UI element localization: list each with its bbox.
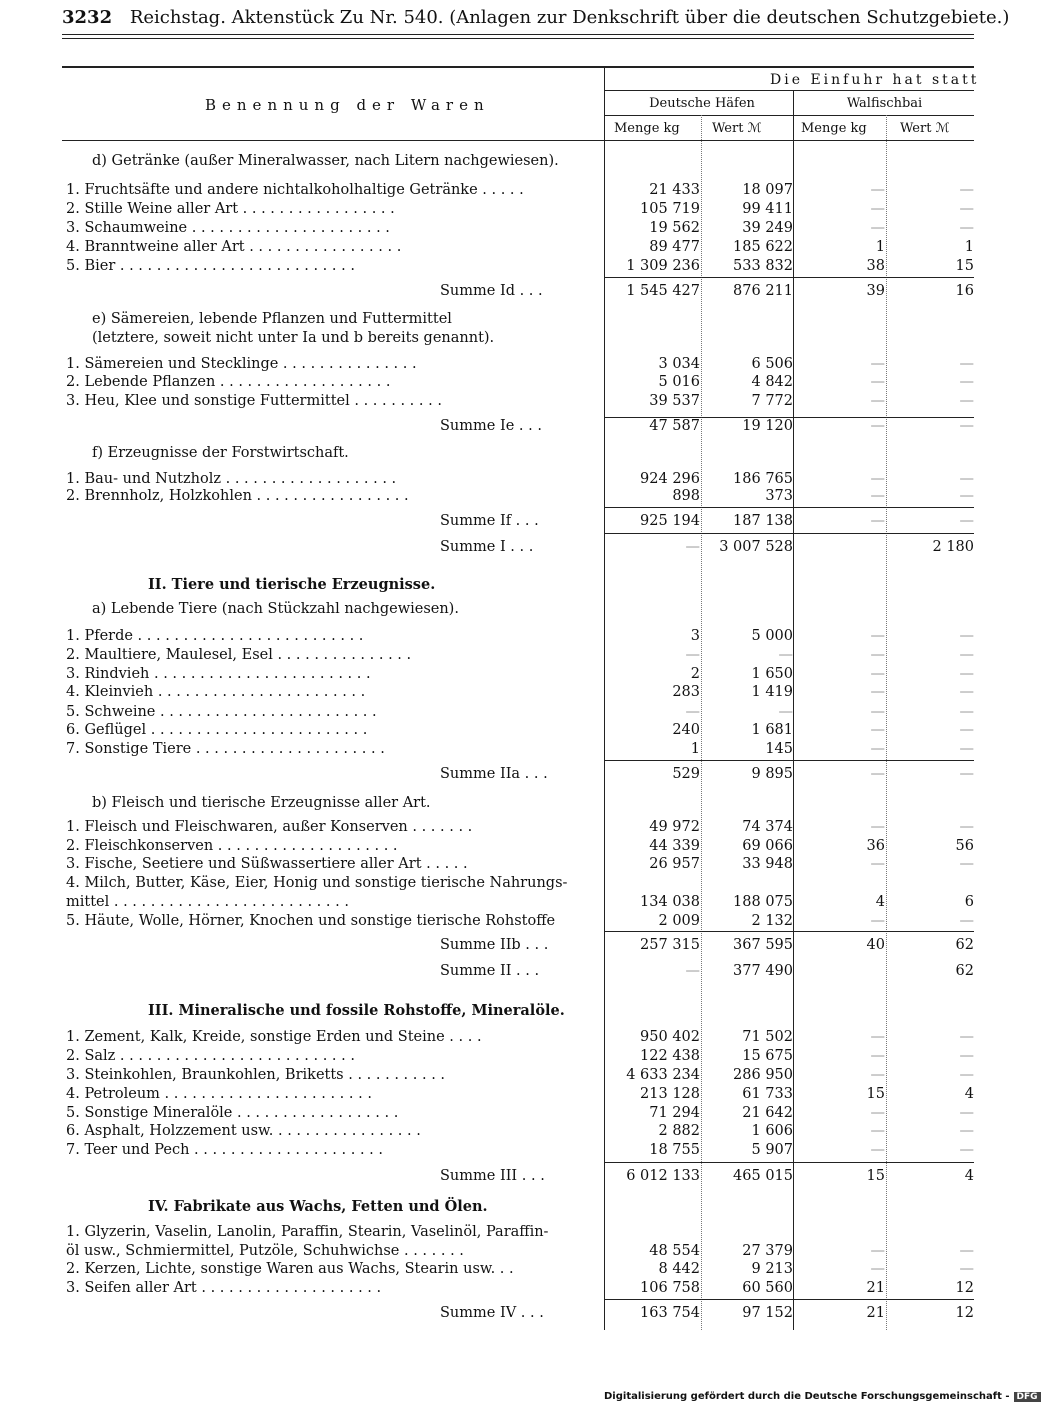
row-label: 1. Glyzerin, Vaselin, Lanolin, Paraffin, Stearin, Vaselinöl, Paraffin- <box>66 1224 549 1240</box>
summary-label: Summe IV . . . <box>440 1305 544 1321</box>
row-label: 2. Salz . . . . . . . . . . . . . . . . . . . . . . . . . . <box>66 1048 355 1064</box>
menge-deutsche-haefen-cell: 1 545 427 <box>626 283 700 299</box>
row-label: 4. Petroleum . . . . . . . . . . . . . . . . . . . . . . . <box>66 1086 372 1102</box>
menge-deutsche-haefen-cell: 213 128 <box>640 1086 700 1102</box>
table-row <box>0 1279 1000 1297</box>
section-heading: b) Fleisch und tierische Erzeugnisse aller Art. <box>92 795 431 811</box>
sum-rule <box>604 417 974 418</box>
wert-walfischbai-cell: — <box>959 1123 974 1139</box>
menge-walfischbai-cell: — <box>870 201 885 217</box>
menge-walfischbai-cell: 15 <box>866 1086 885 1102</box>
page-header <box>62 7 1010 28</box>
row-label: 3. Seifen aller Art . . . . . . . . . . . . . . . . . . . . <box>66 1280 382 1296</box>
menge-walfischbai-cell: — <box>870 856 885 872</box>
table-row <box>0 837 1000 855</box>
table-row <box>0 487 1000 505</box>
menge-walfischbai-cell: — <box>870 471 885 487</box>
dfg-logo: DFG <box>1014 1392 1041 1402</box>
wert-deutsche-haefen-cell: 18 097 <box>742 182 793 198</box>
wert-deutsche-haefen-cell: 5 907 <box>751 1142 793 1158</box>
table-row <box>0 200 1000 218</box>
menge-header-2: Menge kg <box>801 121 867 136</box>
wert-walfischbai-cell: — <box>959 1261 974 1277</box>
wert-deutsche-haefen-cell: 185 622 <box>733 239 793 255</box>
deutsche-haefen-header: Deutsche Häfen <box>649 96 755 111</box>
wert-walfischbai-cell: 56 <box>955 838 974 854</box>
wert-header-2: Wert ℳ <box>900 121 950 136</box>
wert-deutsche-haefen-cell: 5 000 <box>751 628 793 644</box>
wert-walfischbai-cell: — <box>959 488 974 504</box>
menge-deutsche-haefen-cell: 21 433 <box>649 182 700 198</box>
row-label: 3. Fische, Seetiere und Süßwassertiere aller Art . . . . . <box>66 856 468 872</box>
row-label: 2. Fleischkonserven . . . . . . . . . . . . . . . . . . . . <box>66 838 398 854</box>
import-group-header: Die Einfuhr hat statt <box>770 72 980 88</box>
row-label: 2. Stille Weine aller Art . . . . . . . . . . . . . . . . . <box>66 201 395 217</box>
row-label: 3. Steinkohlen, Braunkohlen, Briketts . . . . . . . . . . . <box>66 1067 446 1083</box>
wert-walfischbai-cell: 4 <box>964 1086 974 1102</box>
section-heading: a) Lebende Tiere (nach Stückzahl nachgewiesen). <box>92 601 459 617</box>
table-row <box>0 912 1000 930</box>
wert-walfischbai-cell: — <box>959 741 974 757</box>
row-label: 5. Häute, Wolle, Hörner, Knochen und sonstige tierische Rohstoffe <box>66 913 556 929</box>
menge-walfischbai-cell: — <box>870 766 885 782</box>
table-row <box>0 1066 1000 1084</box>
header-rule-top <box>62 34 974 35</box>
table-row <box>0 1223 1000 1241</box>
table-row <box>0 818 1000 836</box>
table-row <box>0 257 1000 275</box>
wert-walfischbai-cell: — <box>959 819 974 835</box>
wert-deutsche-haefen-cell: 187 138 <box>733 513 793 529</box>
table-row <box>0 1260 1000 1278</box>
menge-deutsche-haefen-cell: 925 194 <box>640 513 700 529</box>
wert-walfischbai-cell: 4 <box>964 1168 974 1184</box>
table-row <box>0 874 1000 892</box>
section-heading-row <box>0 794 1000 812</box>
section-heading-row <box>0 1198 1000 1216</box>
table-row <box>0 1047 1000 1065</box>
row-label: 6. Asphalt, Holzzement usw. . . . . . . . . . . . . . . . . <box>66 1123 421 1139</box>
menge-deutsche-haefen-cell: 4 633 234 <box>626 1067 700 1083</box>
wert-deutsche-haefen-cell: 4 842 <box>751 374 793 390</box>
footer <box>604 1391 1041 1402</box>
footer-text: Digitalisierung gefördert durch die Deutsche Forschungsgemeinschaft - <box>604 1391 1010 1402</box>
menge-deutsche-haefen-cell: 105 719 <box>640 201 700 217</box>
section-heading: e) Sämereien, lebende Pflanzen und Futtermittel <box>92 311 452 327</box>
table-row <box>0 219 1000 237</box>
summary-row <box>0 765 1000 783</box>
summary-label: Summe Id . . . <box>440 283 543 299</box>
row-label: 2. Kerzen, Lichte, sonstige Waren aus Wachs, Stearin usw. . . <box>66 1261 514 1277</box>
wert-deutsche-haefen-cell: 1 606 <box>751 1123 793 1139</box>
summary-label: Summe II . . . <box>440 963 540 979</box>
wert-walfischbai-cell: — <box>959 647 974 663</box>
wert-walfischbai-cell: — <box>959 913 974 929</box>
menge-deutsche-haefen-cell: 71 294 <box>649 1105 700 1121</box>
table-row <box>0 627 1000 645</box>
wert-deutsche-haefen-cell: 533 832 <box>733 258 793 274</box>
menge-walfischbai-cell: — <box>870 722 885 738</box>
menge-walfischbai-cell: — <box>870 666 885 682</box>
wert-deutsche-haefen-cell: 1 419 <box>751 684 793 700</box>
section-heading-row <box>0 329 1000 347</box>
wert-deutsche-haefen-cell: 97 152 <box>742 1305 793 1321</box>
menge-walfischbai-cell: — <box>870 1243 885 1259</box>
menge-deutsche-haefen-cell: 2 <box>690 666 700 682</box>
table-row <box>0 1085 1000 1103</box>
menge-walfischbai-cell: 38 <box>866 258 885 274</box>
section-heading-row <box>0 444 1000 462</box>
menge-walfischbai-cell: — <box>870 220 885 236</box>
sum-rule <box>604 533 974 534</box>
walfischbai-header: Walfischbai <box>846 96 923 111</box>
menge-deutsche-haefen-cell: 950 402 <box>640 1029 700 1045</box>
summary-label: Summe If . . . <box>440 513 539 529</box>
row-label: 1. Fleisch und Fleischwaren, außer Konserven . . . . . . . <box>66 819 473 835</box>
section-heading-row <box>0 600 1000 618</box>
table-row <box>0 238 1000 256</box>
wert-deutsche-haefen-cell: 60 560 <box>742 1280 793 1296</box>
wert-walfischbai-cell: — <box>959 471 974 487</box>
wert-deutsche-haefen-cell: 3 007 528 <box>719 539 793 555</box>
wert-deutsche-haefen-cell: 69 066 <box>742 838 793 854</box>
menge-walfischbai-cell: — <box>870 1261 885 1277</box>
table-row <box>0 683 1000 701</box>
sum-rule <box>604 507 974 508</box>
header-rule-bottom <box>62 38 974 39</box>
menge-deutsche-haefen-cell: 3 034 <box>658 356 700 372</box>
menge-walfischbai-cell: — <box>870 684 885 700</box>
wert-deutsche-haefen-cell: 74 374 <box>742 819 793 835</box>
row-label: 2. Maultiere, Maulesel, Esel . . . . . . . . . . . . . . . <box>66 647 412 663</box>
menge-walfischbai-cell: — <box>870 356 885 372</box>
menge-walfischbai-cell: — <box>870 1123 885 1139</box>
menge-deutsche-haefen-cell: 134 038 <box>640 894 700 910</box>
sum-rule <box>604 760 974 761</box>
row-label: 7. Teer und Pech . . . . . . . . . . . . . . . . . . . . . <box>66 1142 383 1158</box>
wert-walfischbai-cell: — <box>959 374 974 390</box>
row-label: 1. Fruchtsäfte und andere nichtalkoholhaltige Getränke . . . . . <box>66 182 524 198</box>
menge-deutsche-haefen-cell: — <box>685 647 700 663</box>
menge-walfischbai-cell: — <box>870 418 885 434</box>
summary-label: Summe IIb . . . <box>440 937 549 953</box>
wert-deutsche-haefen-cell: 61 733 <box>742 1086 793 1102</box>
wert-deutsche-haefen-cell: 377 490 <box>733 963 793 979</box>
summary-label: Summe Ie . . . <box>440 418 542 434</box>
summary-row <box>0 282 1000 300</box>
menge-deutsche-haefen-cell: 898 <box>672 488 700 504</box>
row-label: mittel . . . . . . . . . . . . . . . . . . . . . . . . . . <box>66 894 349 910</box>
table-row <box>0 373 1000 391</box>
row-label: 4. Milch, Butter, Käse, Eier, Honig und sonstige tierische Nahrungs- <box>66 875 568 891</box>
menge-deutsche-haefen-cell: — <box>685 539 700 555</box>
section-heading: d) Getränke (außer Mineralwasser, nach Litern nachgewiesen). <box>92 153 559 169</box>
menge-deutsche-haefen-cell: 48 554 <box>649 1243 700 1259</box>
table-row <box>0 1104 1000 1122</box>
menge-walfischbai-cell: — <box>870 704 885 720</box>
wert-walfischbai-cell: — <box>959 684 974 700</box>
section-heading-row <box>0 576 1000 594</box>
wert-walfischbai-cell: — <box>959 220 974 236</box>
row-label: 1. Bau- und Nutzholz . . . . . . . . . . . . . . . . . . . <box>66 471 397 487</box>
menge-walfischbai-cell: — <box>870 1105 885 1121</box>
table-row <box>0 703 1000 721</box>
menge-walfischbai-cell: — <box>870 374 885 390</box>
wert-walfischbai-cell: 6 <box>964 894 974 910</box>
menge-deutsche-haefen-cell: 529 <box>672 766 700 782</box>
menge-deutsche-haefen-cell: 26 957 <box>649 856 700 872</box>
summary-row <box>0 962 1000 980</box>
summary-label: Summe IIa . . . <box>440 766 548 782</box>
wert-deutsche-haefen-cell: 373 <box>765 488 793 504</box>
section-heading-row <box>0 310 1000 328</box>
wert-deutsche-haefen-cell: 367 595 <box>733 937 793 953</box>
wert-walfischbai-cell: — <box>959 1243 974 1259</box>
section-heading: IV. Fabrikate aus Wachs, Fetten und Ölen. <box>148 1198 488 1215</box>
sum-rule <box>604 931 974 932</box>
table-row <box>0 1242 1000 1260</box>
wert-header-1: Wert ℳ <box>712 121 762 136</box>
menge-walfischbai-cell: — <box>870 393 885 409</box>
menge-deutsche-haefen-cell: 2 009 <box>658 913 700 929</box>
wert-deutsche-haefen-cell: 145 <box>765 741 793 757</box>
menge-walfischbai-cell: 15 <box>866 1168 885 1184</box>
wert-walfischbai-cell: — <box>959 1142 974 1158</box>
summary-row <box>0 1304 1000 1322</box>
wert-deutsche-haefen-cell: 19 120 <box>742 418 793 434</box>
row-label: 5. Schweine . . . . . . . . . . . . . . . . . . . . . . . . <box>66 704 377 720</box>
wert-walfischbai-cell: 15 <box>955 258 974 274</box>
menge-deutsche-haefen-cell: 240 <box>672 722 700 738</box>
menge-deutsche-haefen-cell: 2 882 <box>658 1123 700 1139</box>
wert-walfischbai-cell: — <box>959 1067 974 1083</box>
menge-deutsche-haefen-cell: 257 315 <box>640 937 700 953</box>
table-row <box>0 470 1000 488</box>
wert-walfischbai-cell: — <box>959 856 974 872</box>
section-heading: III. Mineralische und fossile Rohstoffe, Mineralöle. <box>148 1002 565 1019</box>
table-row <box>0 893 1000 911</box>
subgroup-header-rule <box>604 115 974 116</box>
section-heading: (letztere, soweit nicht unter Ia und b bereits genannt). <box>92 330 495 346</box>
wert-deutsche-haefen-cell: — <box>778 704 793 720</box>
wert-deutsche-haefen-cell: — <box>778 647 793 663</box>
group-header-rule <box>604 90 974 91</box>
table-row <box>0 855 1000 873</box>
wert-deutsche-haefen-cell: 286 950 <box>733 1067 793 1083</box>
wert-deutsche-haefen-cell: 1 650 <box>751 666 793 682</box>
menge-deutsche-haefen-cell: 18 755 <box>649 1142 700 1158</box>
section-heading: II. Tiere und tierische Erzeugnisse. <box>148 576 436 593</box>
menge-deutsche-haefen-cell: 163 754 <box>640 1305 700 1321</box>
table-row <box>0 646 1000 664</box>
menge-deutsche-haefen-cell: 49 972 <box>649 819 700 835</box>
sum-rule <box>604 277 974 278</box>
wert-walfischbai-cell: — <box>959 182 974 198</box>
wert-deutsche-haefen-cell: 99 411 <box>742 201 793 217</box>
wert-walfischbai-cell: 62 <box>955 963 974 979</box>
summary-row <box>0 417 1000 435</box>
menge-walfischbai-cell: 4 <box>875 894 885 910</box>
wert-walfischbai-cell: 12 <box>955 1305 974 1321</box>
menge-walfischbai-cell: — <box>870 819 885 835</box>
menge-deutsche-haefen-cell: 89 477 <box>649 239 700 255</box>
menge-walfischbai-cell: — <box>870 1067 885 1083</box>
menge-walfischbai-cell: — <box>870 1142 885 1158</box>
menge-deutsche-haefen-cell: 19 562 <box>649 220 700 236</box>
wert-deutsche-haefen-cell: 33 948 <box>742 856 793 872</box>
wert-deutsche-haefen-cell: 876 211 <box>733 283 793 299</box>
row-label: 3. Heu, Klee und sonstige Futtermittel . . . . . . . . . . <box>66 393 442 409</box>
wert-walfischbai-cell: — <box>959 356 974 372</box>
menge-walfischbai-cell: — <box>870 913 885 929</box>
table-row <box>0 1028 1000 1046</box>
table-row <box>0 355 1000 373</box>
menge-walfischbai-cell: — <box>870 488 885 504</box>
menge-deutsche-haefen-cell: — <box>685 704 700 720</box>
wert-deutsche-haefen-cell: 6 506 <box>751 356 793 372</box>
menge-deutsche-haefen-cell: 39 537 <box>649 393 700 409</box>
wert-walfischbai-cell: — <box>959 722 974 738</box>
menge-deutsche-haefen-cell: 283 <box>672 684 700 700</box>
wert-deutsche-haefen-cell: 465 015 <box>733 1168 793 1184</box>
sum-rule <box>604 1299 974 1300</box>
wert-walfischbai-cell: — <box>959 666 974 682</box>
wert-deutsche-haefen-cell: 2 132 <box>751 913 793 929</box>
menge-header-1: Menge kg <box>614 121 680 136</box>
summary-row <box>0 1167 1000 1185</box>
wert-deutsche-haefen-cell: 71 502 <box>742 1029 793 1045</box>
menge-deutsche-haefen-cell: 44 339 <box>649 838 700 854</box>
wert-walfischbai-cell: 2 180 <box>932 539 974 555</box>
section-heading: f) Erzeugnisse der Forstwirtschaft. <box>92 445 349 461</box>
wert-deutsche-haefen-cell: 27 379 <box>742 1243 793 1259</box>
menge-walfischbai-cell: — <box>870 647 885 663</box>
wert-deutsche-haefen-cell: 186 765 <box>733 471 793 487</box>
table-row <box>0 740 1000 758</box>
menge-deutsche-haefen-cell: 47 587 <box>649 418 700 434</box>
row-label: 5. Bier . . . . . . . . . . . . . . . . . . . . . . . . . . <box>66 258 355 274</box>
menge-walfischbai-cell: 39 <box>866 283 885 299</box>
wert-deutsche-haefen-cell: 7 772 <box>751 393 793 409</box>
table-row <box>0 721 1000 739</box>
wert-walfischbai-cell: 62 <box>955 937 974 953</box>
menge-deutsche-haefen-cell: 1 309 236 <box>626 258 700 274</box>
menge-walfischbai-cell: — <box>870 513 885 529</box>
menge-deutsche-haefen-cell: 924 296 <box>640 471 700 487</box>
table-top-rule <box>62 66 974 68</box>
row-label: 2. Lebende Pflanzen . . . . . . . . . . . . . . . . . . . <box>66 374 391 390</box>
menge-deutsche-haefen-cell: 1 <box>690 741 700 757</box>
menge-deutsche-haefen-cell: 5 016 <box>658 374 700 390</box>
row-label: 2. Brennholz, Holzkohlen . . . . . . . . . . . . . . . . . <box>66 488 409 504</box>
wert-walfischbai-cell: 12 <box>955 1280 974 1296</box>
wert-walfischbai-cell: 16 <box>955 283 974 299</box>
row-label: 7. Sonstige Tiere . . . . . . . . . . . . . . . . . . . . . <box>66 741 385 757</box>
wert-deutsche-haefen-cell: 15 675 <box>742 1048 793 1064</box>
wert-walfischbai-cell: — <box>959 1029 974 1045</box>
header-bottom-rule <box>62 140 974 141</box>
menge-deutsche-haefen-cell: 106 758 <box>640 1280 700 1296</box>
menge-walfischbai-cell: — <box>870 1029 885 1045</box>
wert-walfischbai-cell: — <box>959 628 974 644</box>
row-label: 4. Kleinvieh . . . . . . . . . . . . . . . . . . . . . . . <box>66 684 366 700</box>
wert-walfischbai-cell: — <box>959 201 974 217</box>
sum-rule <box>604 1162 974 1163</box>
summary-label: Summe I . . . <box>440 539 534 555</box>
wert-deutsche-haefen-cell: 39 249 <box>742 220 793 236</box>
summary-label: Summe III . . . <box>440 1168 545 1184</box>
table-row <box>0 392 1000 410</box>
wert-walfischbai-cell: — <box>959 418 974 434</box>
table-row <box>0 1122 1000 1140</box>
section-heading-row <box>0 1002 1000 1020</box>
table-row <box>0 1141 1000 1159</box>
menge-deutsche-haefen-cell: 122 438 <box>640 1048 700 1064</box>
summary-row <box>0 512 1000 530</box>
page-number: 3232 <box>62 7 113 28</box>
wert-walfischbai-cell: — <box>959 1105 974 1121</box>
wert-deutsche-haefen-cell: 21 642 <box>742 1105 793 1121</box>
menge-walfischbai-cell: 21 <box>866 1305 885 1321</box>
table-row <box>0 181 1000 199</box>
menge-walfischbai-cell: 40 <box>866 937 885 953</box>
wert-deutsche-haefen-cell: 9 895 <box>751 766 793 782</box>
row-label: öl usw., Schmiermittel, Putzöle, Schuhwichse . . . . . . . <box>66 1243 464 1259</box>
wert-walfischbai-cell: — <box>959 1048 974 1064</box>
menge-deutsche-haefen-cell: 8 442 <box>658 1261 700 1277</box>
row-label: 5. Sonstige Mineralöle . . . . . . . . . . . . . . . . . . <box>66 1105 399 1121</box>
page-title: Reichstag. Aktenstück Zu Nr. 540. (Anlagen zur Denkschrift über die deutschen Schutzgebiete.) <box>129 7 1010 28</box>
wert-deutsche-haefen-cell: 188 075 <box>733 894 793 910</box>
name-column-header: Benennung der Waren <box>205 96 490 114</box>
row-label: 4. Branntweine aller Art . . . . . . . . . . . . . . . . . <box>66 239 402 255</box>
table-row <box>0 665 1000 683</box>
row-label: 3. Schaumweine . . . . . . . . . . . . . . . . . . . . . . <box>66 220 390 236</box>
row-label: 6. Geflügel . . . . . . . . . . . . . . . . . . . . . . . . <box>66 722 368 738</box>
menge-walfischbai-cell: — <box>870 1048 885 1064</box>
menge-deutsche-haefen-cell: 6 012 133 <box>626 1168 700 1184</box>
row-label: 1. Zement, Kalk, Kreide, sonstige Erden und Steine . . . . <box>66 1029 482 1045</box>
menge-walfischbai-cell: — <box>870 182 885 198</box>
summary-row <box>0 538 1000 556</box>
wert-walfischbai-cell: — <box>959 513 974 529</box>
wert-walfischbai-cell: — <box>959 393 974 409</box>
row-label: 3. Rindvieh . . . . . . . . . . . . . . . . . . . . . . . . <box>66 666 371 682</box>
menge-deutsche-haefen-cell: — <box>685 963 700 979</box>
menge-walfischbai-cell: — <box>870 628 885 644</box>
menge-deutsche-haefen-cell: 3 <box>690 628 700 644</box>
summary-row <box>0 936 1000 954</box>
menge-walfischbai-cell: 36 <box>866 838 885 854</box>
wert-deutsche-haefen-cell: 1 681 <box>751 722 793 738</box>
wert-deutsche-haefen-cell: 9 213 <box>751 1261 793 1277</box>
menge-walfischbai-cell: 1 <box>875 239 885 255</box>
menge-walfischbai-cell: — <box>870 741 885 757</box>
row-label: 1. Sämereien und Stecklinge . . . . . . . . . . . . . . . <box>66 356 417 372</box>
section-heading-row <box>0 152 1000 170</box>
wert-walfischbai-cell: — <box>959 704 974 720</box>
row-label: 1. Pferde . . . . . . . . . . . . . . . . . . . . . . . . . <box>66 628 364 644</box>
wert-walfischbai-cell: — <box>959 766 974 782</box>
menge-walfischbai-cell: 21 <box>866 1280 885 1296</box>
wert-walfischbai-cell: 1 <box>964 239 974 255</box>
